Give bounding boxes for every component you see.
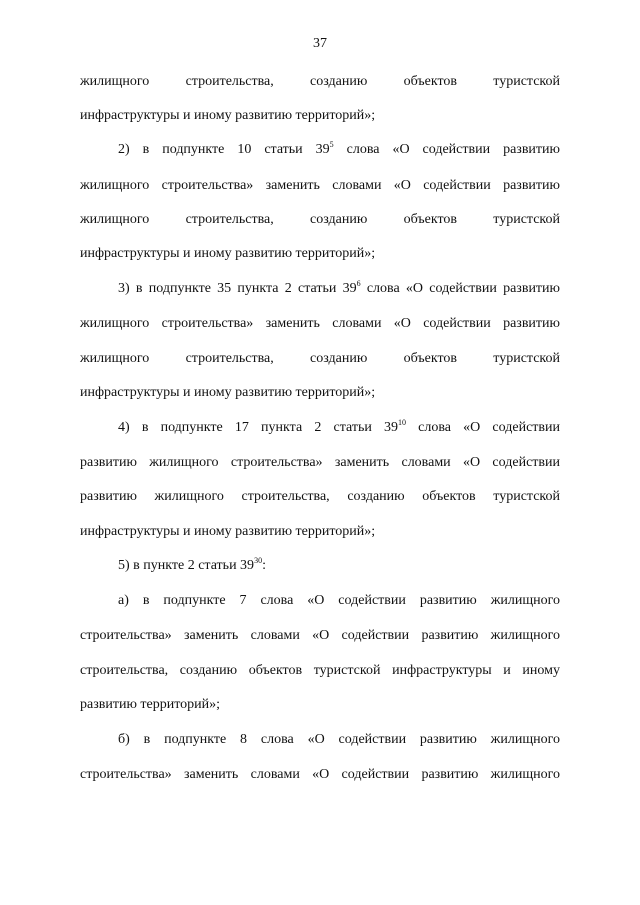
text-line: жилищного строительства, созданию объектов туристской [80, 212, 560, 227]
text-line: жилищного строительства» заменить словами «О содействии развитию [80, 178, 560, 193]
text-line: 3) в подпункте 35 пункта 2 статьи $39^6$ слова «О содействии развитию [118, 279, 561, 296]
text-line: строительства» заменить словами «О содействии развитию жилищного [80, 628, 560, 643]
page-number: 37 [313, 36, 327, 51]
text-line: жилищного строительства» заменить словами «О содействии развитию [80, 316, 560, 331]
text-line: инфраструктуры и иному развитию территорий»; [80, 524, 376, 539]
text-line: б) в подпункте 8 слова «О содействии развитию жилищного [118, 732, 560, 747]
text-line: инфраструктуры и иному развитию территорий»; [80, 385, 376, 400]
text-line: развитию жилищного строительства, созданию объектов туристской [80, 489, 560, 504]
text-line: инфраструктуры и иному развитию территорий»; [80, 108, 376, 123]
text-line: развитию жилищного строительства» заменить словами «О содействии [80, 455, 560, 470]
text-line: жилищного строительства, созданию объектов туристской [80, 74, 560, 89]
text-line: 5) в пункте 2 статьи $39^{30}$: [118, 556, 266, 573]
text-line: строительства, созданию объектов туристской инфраструктуры и иному [80, 663, 560, 678]
text-line: а) в подпункте 7 слова «О содействии развитию жилищного [118, 593, 560, 608]
text-line: жилищного строительства, созданию объектов туристской [80, 351, 560, 366]
text-line: развитию территорий»; [80, 697, 221, 712]
text-line: 2) в подпункте 10 статьи $39^5$ слова «О содействии развитию [118, 140, 560, 157]
text-line: инфраструктуры и иному развитию территорий»; [80, 246, 376, 261]
text-line: строительства» заменить словами «О содействии развитию жилищного [80, 767, 560, 782]
text-line: 4) в подпункте 17 пункта 2 статьи $39^{10}$ слова «О содействии [118, 418, 560, 435]
